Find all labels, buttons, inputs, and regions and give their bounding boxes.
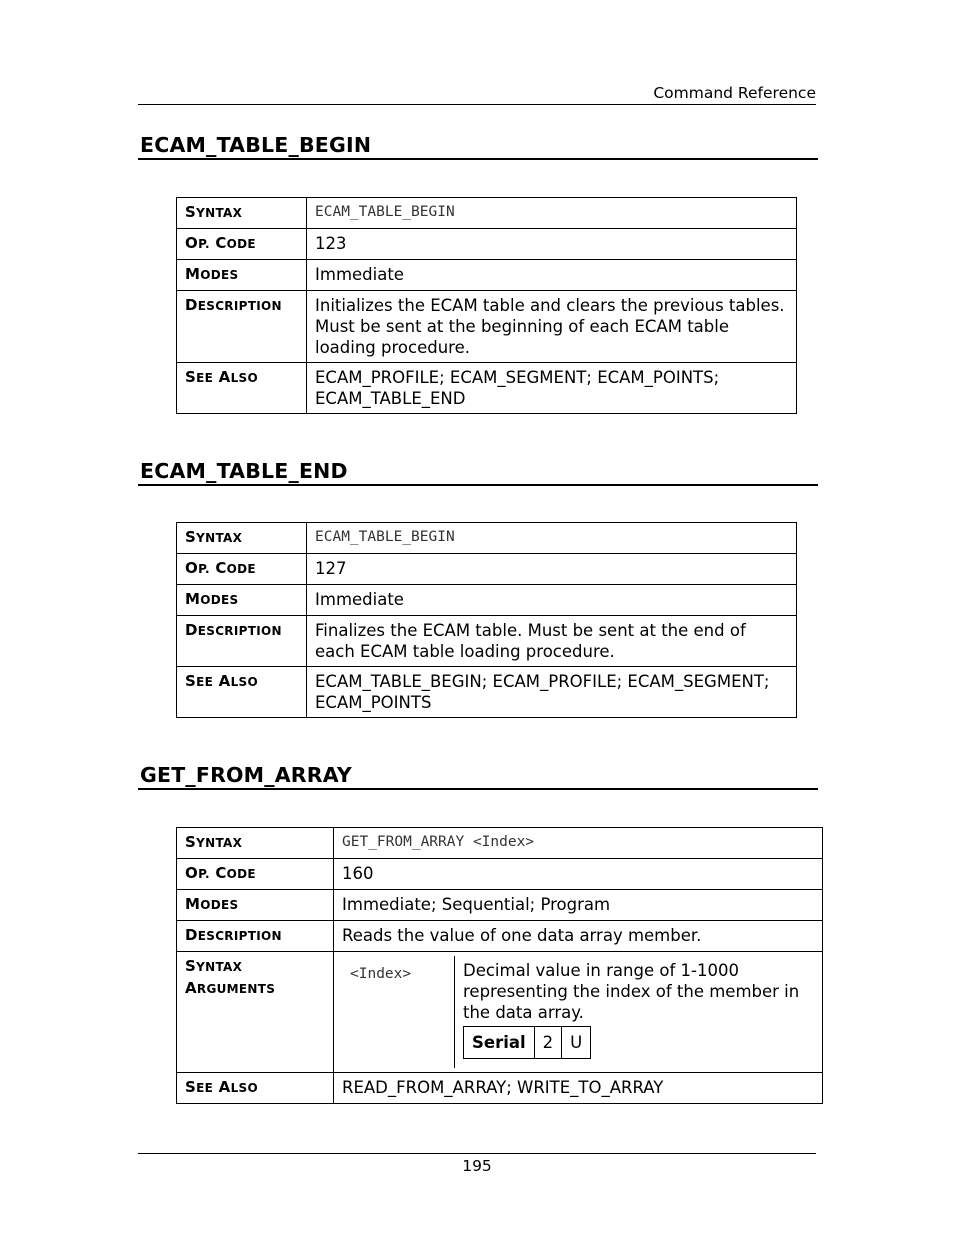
row-label-see-also: SEE ALSO [177,667,307,718]
row-label-syntax: SYNTAX [177,828,334,859]
row-label-syntax: SYNTAX [177,523,307,554]
description-value: Reads the value of one data array member. [334,921,823,952]
command-table-ecam-table-begin [176,197,797,414]
modes-value: Immediate [307,260,797,291]
row-label-op-code: OP. CODE [177,859,334,890]
row-label-see-also: SEE ALSO [177,363,307,414]
running-header [138,84,816,105]
syntax-value: ECAM_TABLE_BEGIN [307,198,797,229]
row-label-op-code: OP. CODE [177,229,307,260]
table-row [177,291,797,363]
op-code-value: 123 [307,229,797,260]
table-row [177,363,797,414]
syntax-value: ECAM_TABLE_BEGIN [307,523,797,554]
argument-name: <Index> [342,956,455,1068]
page-number: 195 [462,1157,492,1175]
syntax-arguments-cell [334,952,823,1073]
row-label-see-also: SEE ALSO [177,1073,334,1104]
page-footer [138,1153,816,1175]
description-value: Finalizes the ECAM table. Must be sent at the end of each ECAM table loading procedure. [307,616,797,667]
table-row [177,554,797,585]
row-label-syntax-arguments: SYNTAX ARGUMENTS [177,952,334,1073]
table-row [464,1027,591,1059]
table-row [177,859,823,890]
table-row [177,667,797,718]
table-row [177,616,797,667]
table-row [177,229,797,260]
command-table-ecam-table-end [176,522,797,718]
row-label-modes: MODES [177,890,334,921]
table-row [177,260,797,291]
argument-description: Decimal value in range of 1-1000 representing the index of the member in the data array. [463,961,800,1022]
modes-value: Immediate; Sequential; Program [334,890,823,921]
serial-table [463,1026,591,1059]
command-table-get-from-array [176,827,823,1104]
table-row [177,952,823,1073]
section-title-ecam-table-begin: ECAM_TABLE_BEGIN [138,133,818,160]
op-code-value: 160 [334,859,823,890]
serial-size: 2 [534,1027,562,1059]
table-row [177,921,823,952]
syntax-value: GET_FROM_ARRAY <Index> [334,828,823,859]
table-row [177,1073,823,1104]
running-header-title: Command Reference [653,84,816,102]
section-title-ecam-table-end: ECAM_TABLE_END [138,459,818,486]
table-row [177,890,823,921]
row-label-syntax: SYNTAX [177,198,307,229]
row-label-description: DESCRIPTION [177,291,307,363]
row-label-modes: MODES [177,585,307,616]
row-label-modes: MODES [177,260,307,291]
table-row [177,828,823,859]
table-row [177,585,797,616]
description-value: Initializes the ECAM table and clears the previous tables. Must be sent at the beginning of each ECAM table loading procedure. [307,291,797,363]
see-also-value: READ_FROM_ARRAY; WRITE_TO_ARRAY [334,1073,823,1104]
op-code-value: 127 [307,554,797,585]
modes-value: Immediate [307,585,797,616]
argument-description-block [455,956,814,1068]
see-also-value: ECAM_TABLE_BEGIN; ECAM_PROFILE; ECAM_SEGMENT; ECAM_POINTS [307,667,797,718]
serial-label: Serial [464,1027,535,1059]
see-also-value: ECAM_PROFILE; ECAM_SEGMENT; ECAM_POINTS; ECAM_TABLE_END [307,363,797,414]
row-label-op-code: OP. CODE [177,554,307,585]
row-label-description: DESCRIPTION [177,616,307,667]
table-row [177,198,797,229]
serial-type: U [562,1027,591,1059]
table-row [177,523,797,554]
row-label-description: DESCRIPTION [177,921,334,952]
section-title-get-from-array: GET_FROM_ARRAY [138,763,818,790]
